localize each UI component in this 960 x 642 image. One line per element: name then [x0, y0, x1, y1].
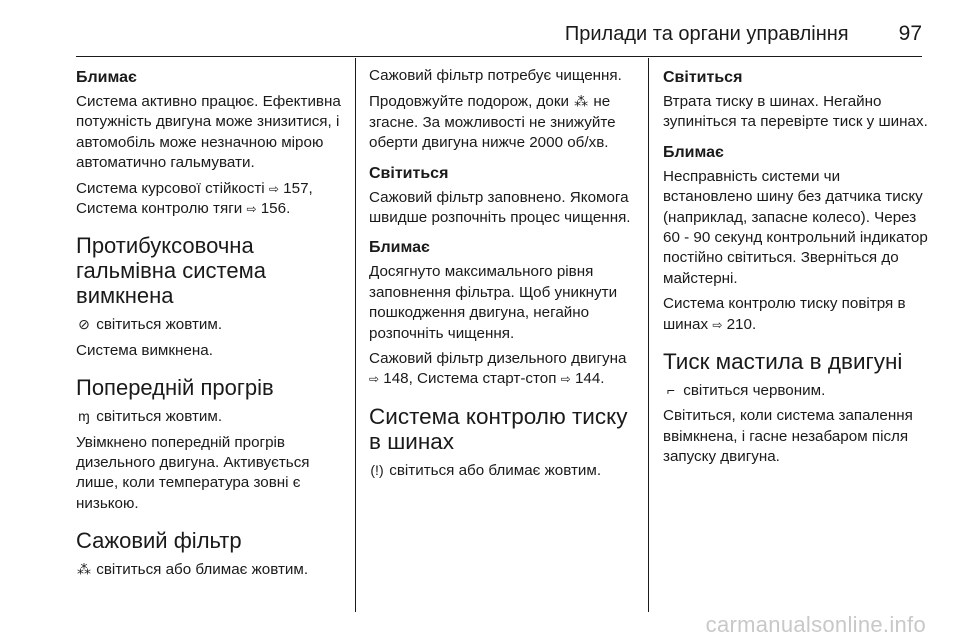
header-rule: [76, 56, 922, 57]
heading-tire-pressure-system: Система контролю тиску в шинах: [369, 403, 628, 454]
paragraph: Система активно працює. Ефективна потужність двигуна може знизитися, і автомобіль може незначною мірою автоматично гальмувати.: [76, 93, 341, 172]
column-divider-1: [355, 58, 356, 612]
reference-arrow-icon: ⇨: [268, 181, 279, 196]
heading-particulate-filter: Сажовий фільтр: [76, 528, 242, 554]
indicator-line: ɱ світиться жовтим.: [76, 406, 348, 427]
paragraph: Продовжуйте подорож, доки ⁂ не згасне. За можливості не знижуйте оберти двигуна нижче 2000 об/хв.: [369, 93, 616, 152]
column-divider-2: [648, 58, 649, 612]
heading-traction-control-off: Протибуксовочна гальмівна система вимкнена: [76, 233, 266, 309]
page-header: [76, 22, 922, 52]
paragraph: Несправність системи чи встановлено шину без датчика тиску (наприклад, запасне колесо). Через 60 - 90 секунд контрольний індикатор постійно світиться. Зверніться до майстерні.: [663, 167, 928, 287]
heading-preheating: Попередній прогрів: [76, 375, 274, 401]
heading-engine-oil-pressure: Тиск мастила в двигуні: [663, 349, 903, 375]
reference-arrow-icon: ⇨: [246, 202, 257, 217]
reference-arrow-icon: ⇨: [712, 317, 723, 332]
oil-can-icon: ⌐: [666, 382, 676, 399]
heading-lit: Світиться: [369, 164, 449, 182]
page-title: Прилади та органи управління: [564, 23, 849, 45]
column-3: [663, 58, 931, 473]
page-number: 97: [898, 22, 922, 45]
paragraph: Увімкнено попередній прогрів дизельного двигуна. Активується лише, коли температура зовні є низькою.: [76, 433, 310, 512]
particulate-filter-icon: ⁂: [77, 561, 91, 578]
paragraph: Сажовий фільтр потребує чищення.: [369, 67, 622, 84]
traction-off-icon: ⊘: [78, 316, 90, 333]
column-2: [369, 58, 639, 486]
reference-arrow-icon: ⇨: [560, 372, 571, 387]
indicator-line: ⊘ світиться жовтим.: [76, 314, 348, 335]
heading-flashing: Блимає: [76, 69, 137, 86]
indicator-line: ⌐ світиться червоним.: [663, 380, 931, 401]
tire-pressure-icon: (!): [370, 461, 384, 478]
paragraph: Досягнуто максимального рівня заповнення фільтра. Щоб уникнути пошкодження двигуна, негайно розпочніть чищення.: [369, 263, 618, 342]
particulate-filter-icon: ⁂: [574, 93, 589, 110]
column-1: [76, 58, 348, 586]
indicator-line: ⁂ світиться або блимає жовтим.: [77, 561, 309, 579]
paragraph: Система вимкнена.: [76, 341, 213, 359]
reference-paragraph: Система курсової стійкості ⇨ 157, Система контролю тяги ⇨ 156.: [76, 179, 348, 220]
heading-lit: Світиться: [663, 69, 743, 86]
reference-paragraph: Система контролю тиску повітря в шинах ⇨ 210.: [663, 294, 931, 335]
indicator-line: (!) світиться або блимає жовтим.: [370, 461, 602, 479]
paragraph: Сажовий фільтр заповнено. Якомога швидше розпочніть процес чищення.: [369, 188, 631, 227]
glow-plug-icon: ɱ: [78, 408, 90, 425]
watermark: carmanualsonline.info: [705, 612, 926, 637]
heading-flashing: Блимає: [663, 143, 724, 161]
heading-flashing: Блимає: [369, 239, 430, 257]
reference-arrow-icon: ⇨: [369, 372, 380, 387]
paragraph: Світиться, коли система запалення ввімкнена, і гасне незабаром після запуску двигуна.: [663, 407, 913, 466]
reference-paragraph: Сажовий фільтр дизельного двигуна ⇨ 148, Система старт-стоп ⇨ 144.: [369, 349, 639, 390]
paragraph: Втрата тиску в шинах. Негайно зупиніться та перевірте тиск у шинах.: [663, 93, 928, 131]
